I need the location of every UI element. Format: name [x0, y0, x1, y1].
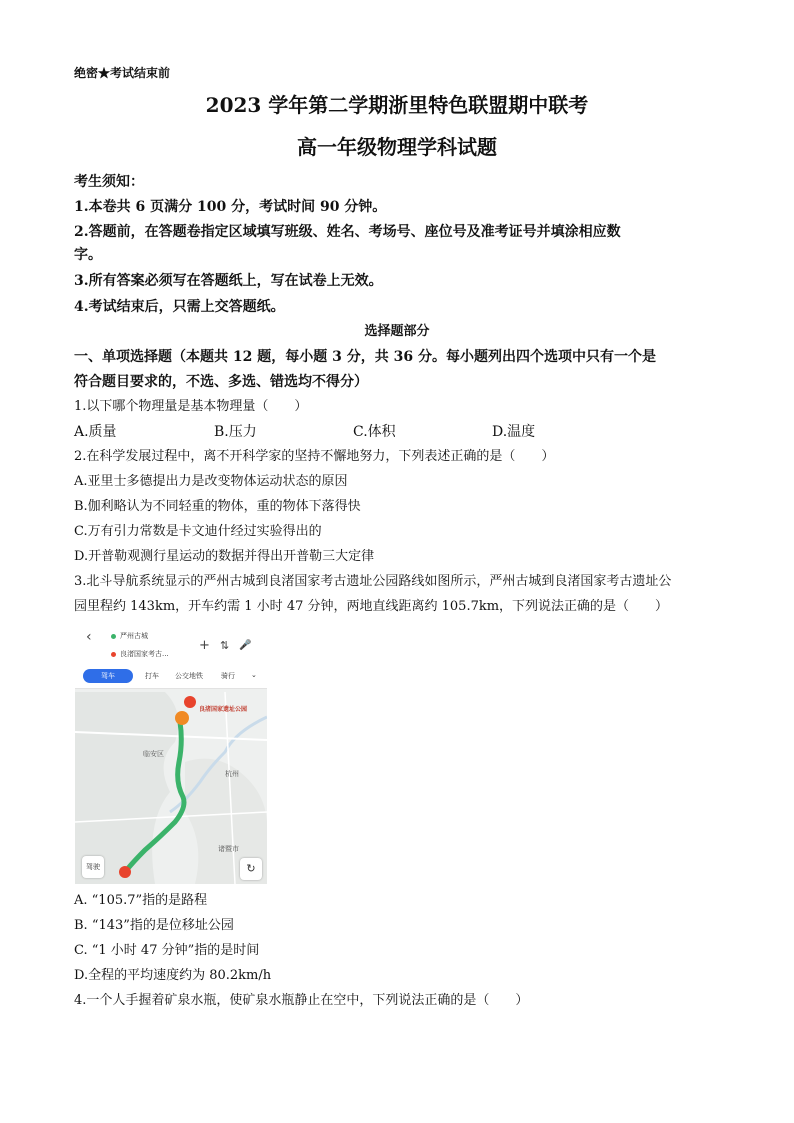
q2-option-c: C.万有引力常数是卡文迪什经过实验得出的: [74, 524, 322, 539]
add-waypoint-icon[interactable]: +: [199, 638, 210, 653]
q1-option-d: D.温度: [492, 424, 536, 440]
question-2-stem: 2.在科学发展过程中，离不开科学家的坚持不懈地努力，下列表述正确的是（ ）: [74, 449, 555, 464]
map-label-hangzhou: 杭州: [225, 770, 239, 778]
notice-heading: 考生须知：: [74, 174, 144, 190]
destination-marker: [175, 711, 189, 725]
notice-item: 字。: [74, 247, 102, 263]
back-arrow-icon[interactable]: ‹: [86, 629, 92, 645]
section-heading-cont: 符合题目要求的，不选、多选、错选均不得分）: [74, 374, 368, 390]
drive-mode-button[interactable]: 驾驶: [82, 856, 104, 878]
q1-option-c: C.体积: [353, 424, 396, 440]
origin-dot-icon: [111, 634, 116, 639]
section-heading: 一、单项选择题（本题共 12 题，每小题 3 分，共 36 分。每小题列出四个选项中只有一个是: [74, 349, 656, 365]
refresh-icon[interactable]: ↻: [240, 858, 262, 880]
q2-option-b: B.伽利略认为不同轻重的物体，重的物体下落得快: [74, 499, 361, 514]
tab-taxi[interactable]: 打车: [145, 672, 159, 680]
question-1-stem: 1.以下哪个物理量是基本物理量（ ）: [74, 399, 308, 414]
q3-option-d: D.全程的平均速度约为 80.2km/h: [74, 968, 272, 983]
q3-option-c: C. “1 小时 47 分钟”指的是时间: [74, 943, 260, 958]
destination-dot-icon: [111, 652, 116, 657]
destination-pin: [184, 696, 196, 708]
q1-option-b: B.压力: [214, 424, 257, 440]
destination-field[interactable]: 良渚国家考古...: [120, 650, 169, 658]
transport-tabs: [75, 666, 267, 689]
map-label-linan: 临安区: [143, 750, 164, 758]
exam-title: 2023 学年第二学期浙里特色联盟期中联考: [205, 93, 589, 117]
swap-icon[interactable]: ⇅: [220, 639, 230, 652]
tab-drive[interactable]: 驾车: [83, 669, 133, 683]
notice-item: 3.所有答案必须写在答题纸上，写在试卷上无效。: [74, 273, 383, 289]
origin-field[interactable]: 严州古城: [120, 632, 148, 640]
chevron-down-icon[interactable]: ⌄: [251, 671, 257, 679]
question-3-stem-cont: 园里程约 143km，开车约需 1 小时 47 分钟，两地直线距离约 105.7km，下列说法正确的是（ ）: [74, 599, 669, 614]
microphone-icon[interactable]: 🎤: [239, 640, 252, 651]
question-3-stem: 3.北斗导航系统显示的严州古城到良渚国家考古遗址公园路线如图所示，严州古城到良渚国家考古遗址公: [74, 574, 672, 589]
part-title: 选择题部分: [364, 324, 430, 339]
route-map-figure: [75, 622, 267, 884]
map-label-zhuji: 诸暨市: [218, 845, 239, 853]
tab-transit[interactable]: 公交地铁: [175, 672, 203, 680]
question-4-stem: 4.一个人手握着矿泉水瓶，使矿泉水瓶静止在空中，下列说法正确的是（ ）: [74, 993, 529, 1008]
tab-bike[interactable]: 骑行: [221, 672, 235, 680]
secret-mark: 绝密★考试结束前: [74, 66, 171, 80]
notice-item: 1.本卷共 6 页满分 100 分，考试时间 90 分钟。: [74, 199, 387, 215]
start-marker: [119, 866, 131, 878]
destination-label: 良渚国家遗址公园: [199, 706, 248, 713]
q2-option-a: A.亚里士多德提出力是改变物体运动状态的原因: [74, 474, 348, 489]
notice-item: 4.考试结束后，只需上交答题纸。: [74, 299, 285, 315]
notice-item: 2.答题前，在答题卷指定区域填写班级、姓名、考场号、座位号及准考证号并填涂相应数: [74, 224, 621, 240]
q3-option-a: A. “105.7”指的是路程: [74, 893, 208, 908]
exam-subtitle: 高一年级物理学科试题: [297, 135, 497, 159]
q3-option-b: B. “143”指的是位移址公园: [74, 918, 234, 933]
q1-option-a: A.质量: [74, 424, 117, 440]
q2-option-d: D.开普勒观测行星运动的数据并得出开普勒三大定律: [74, 549, 375, 564]
